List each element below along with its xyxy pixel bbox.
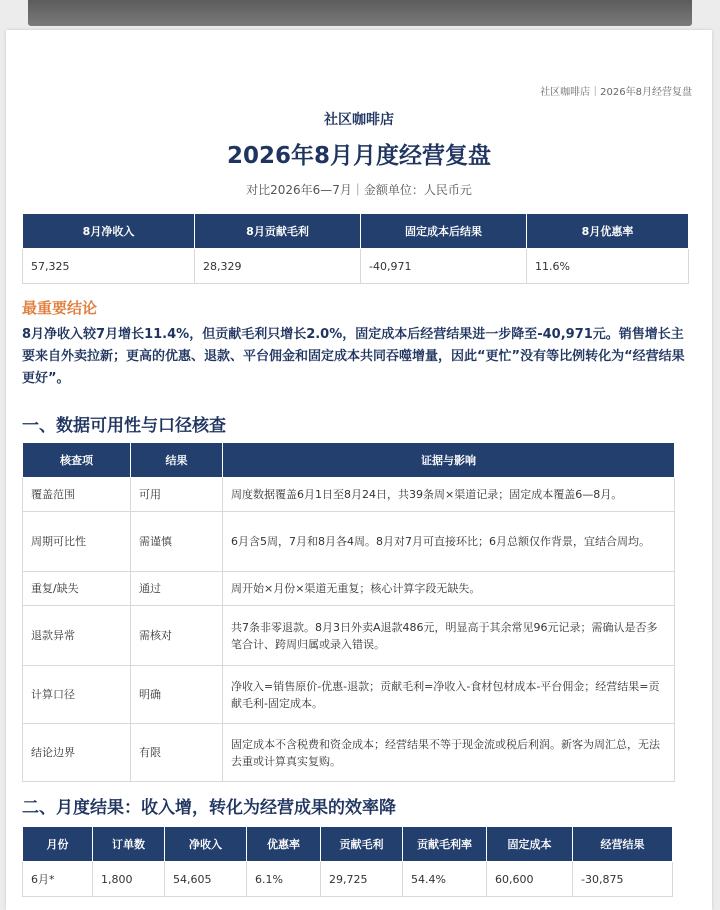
table-row [23, 478, 675, 512]
column-header: 核查项 [23, 443, 131, 478]
table-row [23, 724, 675, 782]
check-result: 需核对 [131, 606, 223, 666]
kpi-value: 57,325 [23, 249, 195, 284]
check-result: 可用 [131, 478, 223, 512]
check-evidence: 净收入=销售原价-优惠-退款；贡献毛利=净收入-食材包材成本-平台佣金；经营结果=贡献毛利-固定成本。 [223, 666, 675, 724]
check-result: 需谨慎 [131, 512, 223, 572]
kpi-value: 28,329 [195, 249, 361, 284]
check-item: 周期可比性 [23, 512, 131, 572]
column-header: 经营结果 [573, 827, 673, 862]
kpi-table [22, 213, 689, 284]
kpi-value: 11.6% [527, 249, 689, 284]
key-conclusion-text: 8月净收入较7月增长11.4%，但贡献毛利只增长2.0%，固定成本后经营结果进一步降至-40,971元。销售增长主要来自外卖拉新；更高的优惠、退款、平台佣金和固定成本共同吞噬增量，因此“更忙”没有等比例转化为“经营结果更好”。 [22, 327, 685, 386]
monthly-results-table [22, 826, 673, 897]
check-evidence: 6月含5周，7月和8月各4周。8月对7月可直接环比；6月总额仅作背景，宜结合周均。 [223, 512, 675, 572]
check-evidence: 周度数据覆盖6月1日至8月24日，共39条周×渠道记录；固定成本覆盖6—8月。 [223, 478, 675, 512]
column-header: 证据与影响 [223, 443, 675, 478]
document-page [6, 30, 712, 910]
check-item: 结论边界 [23, 724, 131, 782]
table-cell: 1,800 [93, 862, 165, 897]
table-row [23, 666, 675, 724]
kpi-header-row [23, 214, 689, 249]
table-row [23, 606, 675, 666]
table-row [23, 862, 673, 897]
table-row [23, 572, 675, 606]
check-result: 明确 [131, 666, 223, 724]
page-subtitle: 对比2026年6—7月｜金额单位：人民币元 [246, 183, 472, 197]
table-cell: 6月* [23, 862, 93, 897]
check-item: 重复/缺失 [23, 572, 131, 606]
table-header-row [23, 443, 675, 478]
column-header: 优惠率 [247, 827, 321, 862]
browser-top-bar [28, 0, 692, 26]
kpi-label: 8月优惠率 [527, 214, 689, 249]
column-header: 净收入 [165, 827, 247, 862]
column-header: 固定成本 [487, 827, 573, 862]
section1-heading: 一、数据可用性与口径核查 [22, 416, 226, 436]
check-item: 计算口径 [23, 666, 131, 724]
table-header-row [23, 827, 673, 862]
kpi-label: 固定成本后结果 [361, 214, 527, 249]
org-name: 社区咖啡店 [324, 112, 394, 128]
check-item: 覆盖范围 [23, 478, 131, 512]
column-header: 月份 [23, 827, 93, 862]
table-cell: 54.4% [403, 862, 487, 897]
table-cell: 6.1% [247, 862, 321, 897]
check-item: 退款异常 [23, 606, 131, 666]
doc-breadcrumb: 社区咖啡店｜2026年8月经营复盘 [540, 87, 692, 98]
kpi-label: 8月净收入 [23, 214, 195, 249]
column-header: 贡献毛利 [321, 827, 403, 862]
check-evidence: 共7条非零退款。8月3日外卖A退款486元，明显高于其余常见96元记录；需确认是否多笔合计、跨周归属或录入错误。 [223, 606, 675, 666]
section2-heading: 二、月度结果：收入增，转化为经营成果的效率降 [22, 798, 396, 818]
table-row [23, 512, 675, 572]
kpi-label: 8月贡献毛利 [195, 214, 361, 249]
check-evidence: 周开始×月份×渠道无重复；核心计算字段无缺失。 [223, 572, 675, 606]
check-result: 有限 [131, 724, 223, 782]
table-cell: 60,600 [487, 862, 573, 897]
page-title: 2026年8月月度经营复盘 [226, 143, 492, 169]
column-header: 结果 [131, 443, 223, 478]
check-result: 通过 [131, 572, 223, 606]
column-header: 订单数 [93, 827, 165, 862]
check-evidence: 固定成本不含税费和资金成本；经营结果不等于现金流或税后利润。新客为周汇总，无法去重或计算真实复购。 [223, 724, 675, 782]
kpi-value: -40,971 [361, 249, 527, 284]
table-cell: 29,725 [321, 862, 403, 897]
table-cell: 54,605 [165, 862, 247, 897]
data-check-table [22, 442, 675, 782]
column-header: 贡献毛利率 [403, 827, 487, 862]
kpi-value-row [23, 249, 689, 284]
key-conclusion-heading: 最重要结论 [22, 299, 98, 317]
table-cell: -30,875 [573, 862, 673, 897]
